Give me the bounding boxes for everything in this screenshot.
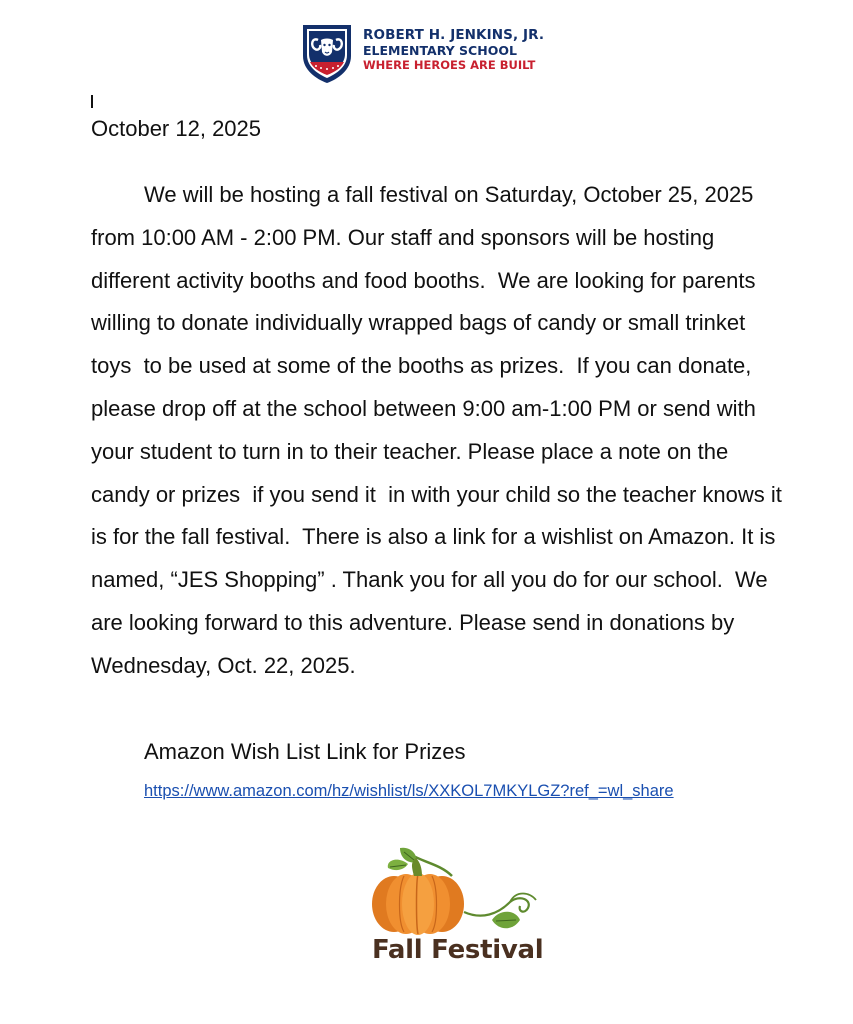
pumpkin-icon (360, 842, 560, 938)
school-type: ELEMENTARY SCHOOL (363, 43, 517, 58)
ram-shield-crest-icon (300, 22, 354, 84)
letterhead (300, 22, 544, 84)
fall-festival-logo (360, 842, 560, 972)
festival-title: Fall Festival (372, 935, 544, 965)
wishlist-link[interactable]: https://www.amazon.com/hz/wishlist/ls/XXKOL7MKYLGZ?ref_=wl_share (144, 782, 674, 800)
letter-date: October 12, 2025 (91, 116, 262, 141)
letter-body: We will be hosting a fall festival on Saturday, October 25, 2025 from 10:00 AM - 2:00 PM. Our staff and sponsors will be hosting different activity booths and food booths. We are looking for parents willing to donate individually wrapped bags of candy or small trinket toys to be used at some of the booths as prizes. If you can donate, please drop off at the school between 9:00 am-1:00 PM or send with your student to turn in to their teacher. Please place a note on the candy or prizes if you send it in with your child so the teacher knows it is for the fall festival. There is also a link for a wishlist on Amazon. It is named, “JES Shopping” . Thank you for all you do for our school. We are looking forward to this adventure. Please send in donations by Wednesday, Oct. 22, 2025. (91, 182, 789, 678)
school-motto: WHERE HEROES ARE BUILT (363, 58, 536, 72)
text-cursor (91, 95, 93, 108)
wishlist-label: Amazon Wish List Link for Prizes (144, 739, 466, 764)
school-name: ROBERT H. JENKINS, JR. (363, 27, 545, 43)
